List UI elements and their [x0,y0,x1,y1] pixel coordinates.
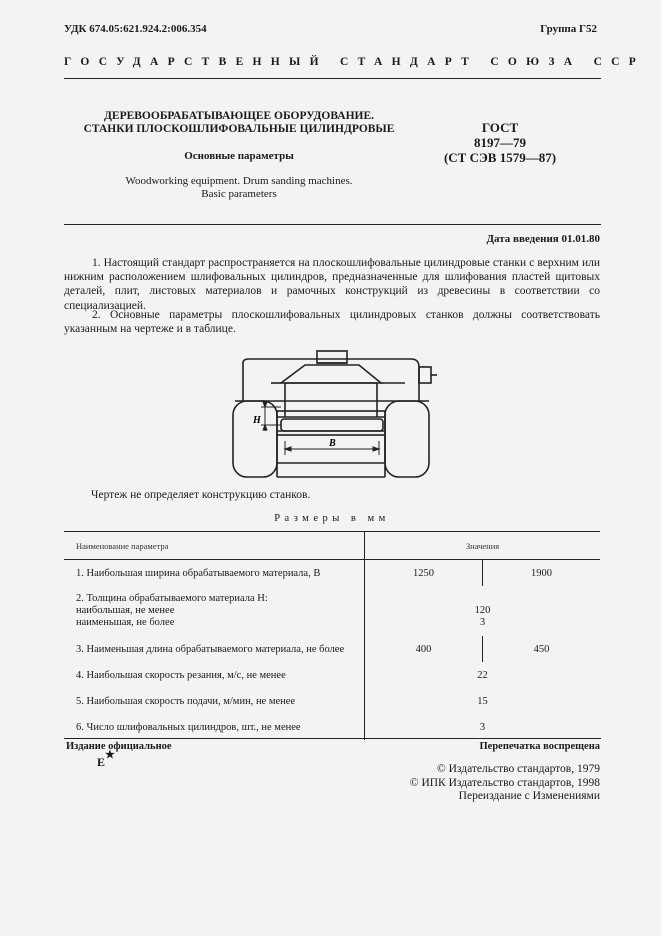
cmea-number: (СТ СЭВ 1579—87) [443,150,557,165]
title-line-2: СТАНКИ ПЛОСКОШЛИФОВАЛЬНЫЕ ЦИЛИНДРОВЫЕ [83,123,395,135]
english-title-line-2: Basic parameters [201,188,277,200]
param-name: 6. Число шлифовальных цилиндров, шт., не менее [76,721,301,733]
param-value: 1250 [365,560,483,587]
table-row [64,662,600,688]
gost-label: ГОСТ [481,120,519,135]
dimension-h [261,401,281,431]
gost-number: 8197—79 [474,135,526,150]
param-name-line: наибольшая, не менее [76,605,175,616]
title-rule [64,224,601,225]
document-subtitle: Основные параметры [184,150,294,162]
introduction-date: Дата введения 01.01.80 [486,233,600,245]
param-value: 450 [533,643,550,655]
param-name: 3. Наименьшая длина обрабатываемого материала, не более [76,643,345,655]
official-edition: Издание официальное [66,741,172,752]
param-name [64,586,365,636]
param-value-line: 3 [479,617,486,628]
param-name: 5. Наибольшая скорость подачи, м/мин, не менее [76,695,296,707]
table-row [64,714,600,740]
edition-mark [97,749,115,770]
paragraph-1: 1. Настоящий стандарт распространяется на плоскошлифовальные цилиндровые станки с верхним или нижним расположением шлифовальных цилиндров, предназначенные для шлифования пластей щитовых деталей, плит, листовых материалов и рамочных конструкций из древесины в соответствии со специализацией. [64,257,600,312]
param-name: 4. Наибольшая скорость резания, м/с, не менее [76,669,286,681]
state-standard-heading: ГОСУДАРСТВЕННЫЙ СТАНДАРТ СОЮЗА ССР [64,56,646,68]
param-value: 15 [365,688,600,714]
footer-rule [64,738,601,739]
drawing-caption: Чертеж не определяет конструкцию станков. [91,489,311,501]
table-row [64,636,600,662]
table-row [64,560,600,587]
column-header-value: Значения [365,532,600,560]
copyright-block [410,763,600,804]
gost-designation [430,120,570,165]
param-name-line: наименьшая, не более [76,617,175,628]
star-icon: ★ [105,749,115,761]
param-value: 3 [365,714,600,740]
paragraph-2: 2. Основные параметры плоскошлифовальных цилиндровых станков должны соответствовать указанным на чертеже и в таблице. [64,309,600,336]
table-header-row [64,532,600,560]
column-header-name: Наименование параметра [64,532,365,560]
english-title-line-1: Woodworking equipment. Drum sanding machines. [125,175,353,187]
document-title [64,110,414,136]
param-value: 400 [365,636,483,662]
table-row [64,586,600,636]
top-rule [64,78,601,79]
param-name-line: 2. Толщина обрабатываемого материала H: [76,593,268,604]
udk-code: УДК 674.05:621.924.2:006.354 [64,23,207,35]
param-value-line: 120 [474,605,491,616]
parameters-table [64,531,600,740]
left-roller [233,401,277,477]
english-title [64,175,414,201]
param-value: 22 [365,662,600,688]
hood-cap [317,351,347,363]
copyright-1979: © Издательство стандартов, 1979 [436,763,600,775]
copyright-1998: © ИПК Издательство стандартов, 1998 [409,776,600,789]
exhaust-pipe [419,367,431,383]
reissue-note: Переиздание с Изменениями [458,790,600,802]
label-h: H [253,415,261,426]
group-code: Группа Г52 [540,23,597,35]
label-b: B [329,438,336,449]
param-name: 1. Наибольшая ширина обрабатываемого материала, B [76,567,321,579]
title-line-1: ДЕРЕВООБРАБАТЫВАЮЩЕЕ ОБОРУДОВАНИЕ. [103,110,375,122]
table-units: Размеры в мм [274,513,390,524]
param-value: 1900 [531,567,552,579]
edition-letter: Е [97,755,106,769]
table-row [64,688,600,714]
reprint-prohibited: Перепечатка воспрещена [479,741,600,752]
right-roller [385,401,429,477]
machine-drawing [225,345,440,480]
param-value [365,586,600,636]
hood-cone [281,365,381,383]
